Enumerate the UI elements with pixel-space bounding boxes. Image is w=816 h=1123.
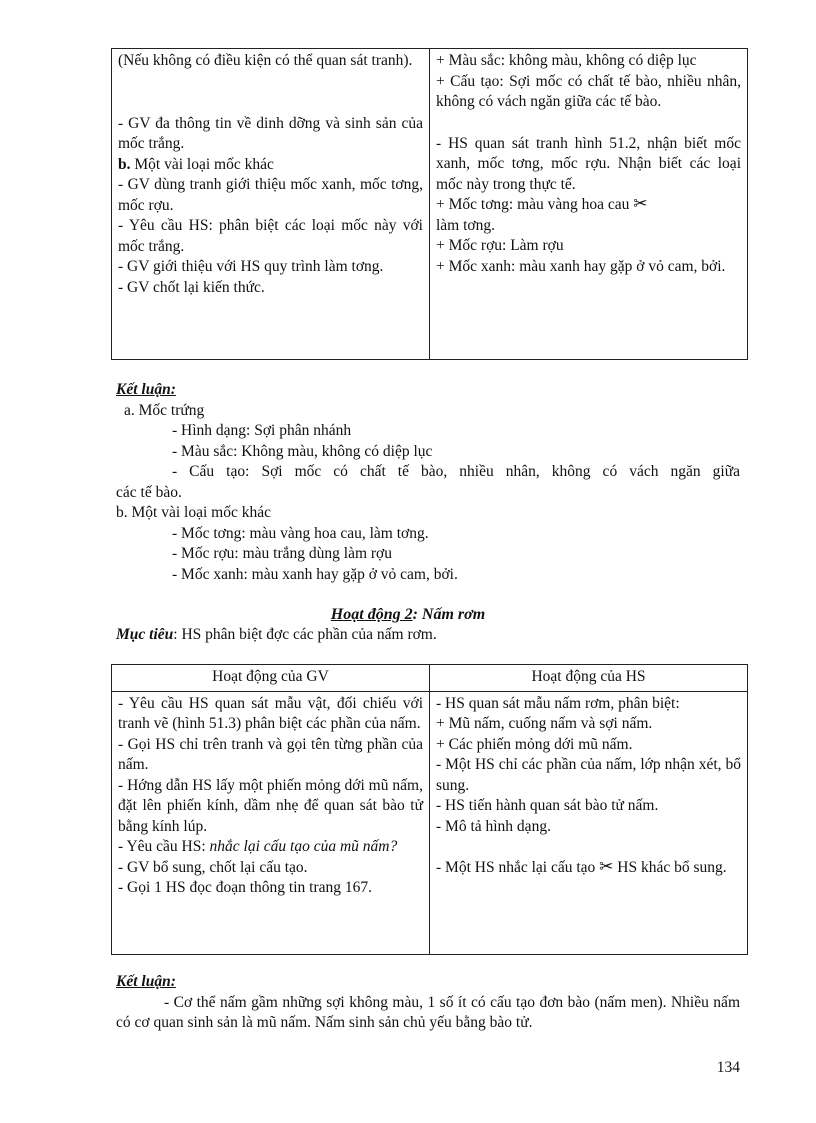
color-description: + Màu sắc: không màu, không có diệp lục <box>436 52 697 69</box>
gv-item: - GV giới thiệu với HS quy trình làm tơng. <box>118 258 384 275</box>
observe-note: (Nếu không có điều kiện có thể quan sát tranh). <box>118 52 413 69</box>
activity-table-1 <box>111 48 748 360</box>
conclusion-1 <box>116 380 740 585</box>
moc-xanh: + Mốc xanh: màu xanh hay gặp ở vỏ cam, bởi. <box>436 257 726 275</box>
gv-ask-question: nhắc lại cấu tạo của mũ nấm? <box>209 838 398 855</box>
section-b-title: Một vài loại mốc khác <box>130 155 274 173</box>
gv-item: - GV dùng tranh giới thiệu mốc xanh, mốc tơng, mốc rợu. <box>118 176 423 214</box>
gv-info: - GV đa thông tin về dinh dỡng và sinh sản của mốc trắng. <box>118 114 423 152</box>
conclusion-a-item: - Màu sắc: Không màu, không có diệp lục <box>172 442 433 460</box>
gv-ask <box>118 837 423 858</box>
moc-tuong-cont: làm tơng. <box>436 216 495 234</box>
hs-recall-text: - Một HS nhắc lại cấu tạo <box>436 859 596 876</box>
structure-description: + Cấu tạo: Sợi mốc có chất tế bào, nhiều nhân, không có vách ngăn giữa các tế bào. <box>436 72 741 110</box>
conclusion-a-structure-cont: các tế bào. <box>116 483 182 501</box>
student-activity-cell <box>430 49 748 360</box>
goal-text: : HS phân biệt đợc các phần của nấm rơm. <box>173 626 437 643</box>
hs-item: + Các phiến mỏng dới mũ nấm. <box>436 735 633 753</box>
activity-2-label: Hoạt động 2 <box>330 606 413 623</box>
gv-item: - GV chốt lại kiến thức. <box>118 278 265 296</box>
hs-recall-cont: HS khác bổ sung. <box>617 859 727 876</box>
scissors-icon: ✂ <box>633 194 648 214</box>
moc-tuong-text: + Mốc tơng: màu vàng hoa cau <box>436 196 630 213</box>
conclusion-a-heading: a. Mốc trứng <box>124 401 205 419</box>
hs-item: - Mô tả hình dạng. <box>436 817 551 835</box>
teacher-activity-cell <box>112 49 430 360</box>
teacher-activity-cell <box>112 691 430 954</box>
conclusion-a-item: - Hình dạng: Sợi phân nhánh <box>172 422 352 439</box>
conclusion-b-heading: b. Một vài loại mốc khác <box>116 504 271 521</box>
conclusion-title: Kết luận: <box>116 973 176 990</box>
conclusion-b-item: - Mốc xanh: màu xanh hay gặp ở vỏ cam, bởi. <box>172 565 458 583</box>
conclusion-2 <box>116 972 740 1034</box>
page-number: 134 <box>716 1059 740 1076</box>
gv-item: - GV bổ sung, chốt lại cấu tạo. <box>118 858 308 876</box>
hs-recall <box>436 858 741 879</box>
moc-tuong <box>436 195 741 216</box>
gv-item: - Hớng dẫn HS lấy một phiến mỏng dới mũ nấm, đặt lên phiến kính, dầm nhẹ để quan sát bào tử bằng kính lúp. <box>118 776 423 835</box>
activity-2-colon: : <box>412 606 418 623</box>
gv-item: - Gọi HS chỉ trên tranh và gọi tên từng phần của nấm. <box>118 735 423 773</box>
activity-2-heading <box>0 605 816 626</box>
gv-item: - Yêu cầu HS quan sát mẫu vật, đối chiếu với tranh vẽ (hình 51.3) phân biệt các phần của nấm. <box>118 694 423 732</box>
section-b-heading <box>118 155 423 176</box>
header-hs: Hoạt động của HS <box>430 665 748 692</box>
gv-ask-prefix: - Yêu cầu HS: <box>118 838 210 855</box>
student-activity-cell <box>430 691 748 954</box>
moc-ruou: + Mốc rợu: Làm rợu <box>436 237 564 254</box>
gv-item: - Yêu cầu HS: phân biệt các loại mốc này với mốc trắng. <box>118 217 423 255</box>
conclusion-b-item: - Mốc rợu: màu trắng dùng làm rợu <box>172 545 392 562</box>
observe-description: - HS quan sát tranh hình 51.2, nhận biết mốc xanh, mốc tơng, mốc rợu. Nhận biết các loại mốc này trong thực tế. <box>436 134 741 193</box>
activity-2-name: Nấm rơm <box>417 606 486 623</box>
activity-2-goal <box>116 625 740 646</box>
conclusion-a-structure: - Cấu tạo: Sợi mốc có chất tế bào, nhiều nhân, không có vách ngăn giữa <box>172 463 740 480</box>
hs-item: + Mũ nấm, cuống nấm và sợi nấm. <box>436 715 653 732</box>
header-gv: Hoạt động của GV <box>112 665 430 692</box>
conclusion-2-text: - Cơ thể nấm gầm những sợi không màu, 1 số ít có cấu tạo đơn bào (nấm men). Nhiều nấm có cơ quan sinh sản là mũ nấm. Nấm sinh sản chủ yếu bằng bào tử. <box>116 993 740 1031</box>
hs-item: - HS quan sát mẫu nấm rơm, phân biệt: <box>436 694 680 712</box>
activity-table-2 <box>111 664 748 955</box>
scissors-icon: ✂ <box>599 857 614 877</box>
section-b-prefix: b. <box>118 155 131 173</box>
conclusion-b-item: - Mốc tơng: màu vàng hoa cau, làm tơng. <box>172 524 429 542</box>
gv-item: - Gọi 1 HS đọc đoạn thông tin trang 167. <box>118 879 373 896</box>
hs-item: - HS tiến hành quan sát bào tử nấm. <box>436 797 659 814</box>
hs-item: - Một HS chỉ các phần của nấm, lớp nhận xét, bổ sung. <box>436 756 741 794</box>
conclusion-title: Kết luận: <box>116 381 176 398</box>
goal-label: Mục tiêu <box>116 626 174 643</box>
